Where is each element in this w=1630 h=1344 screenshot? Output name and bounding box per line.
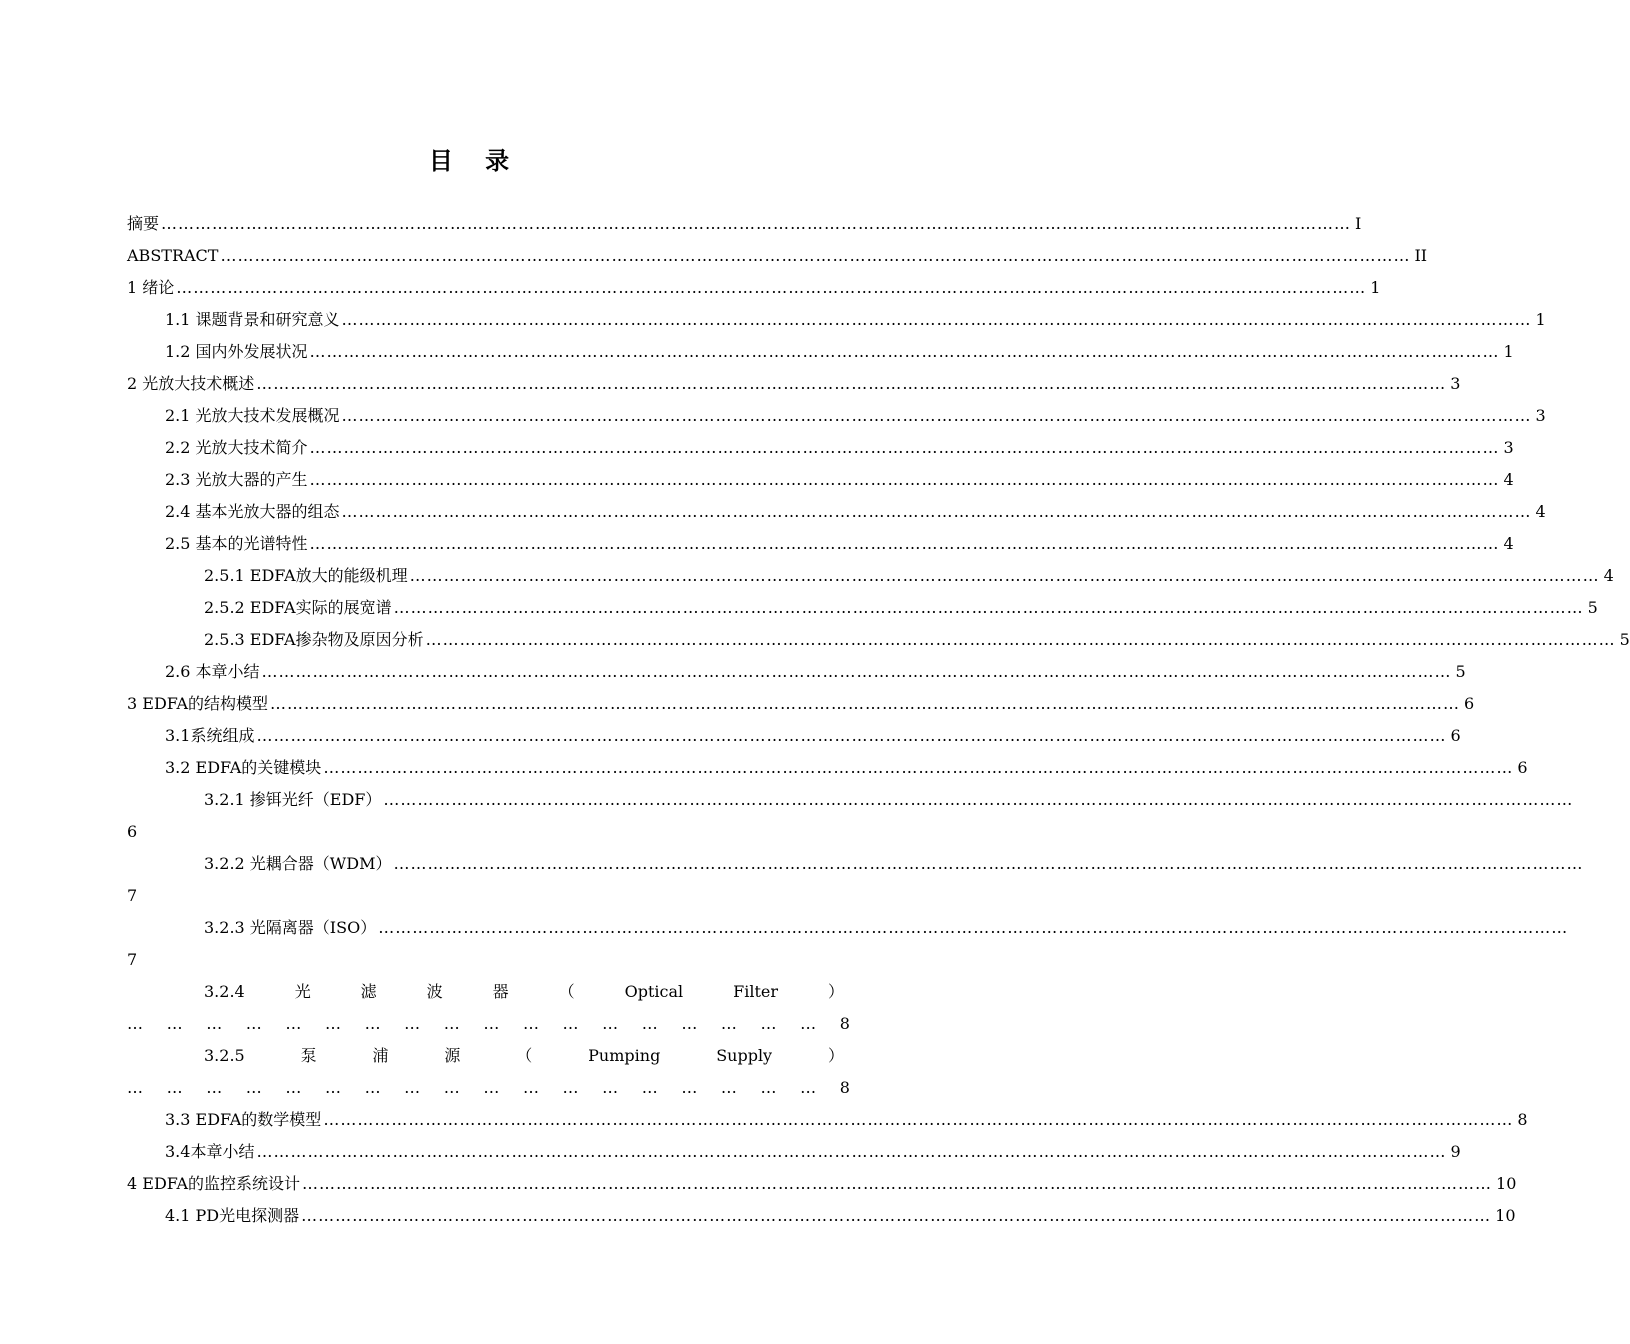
toc-entry-title: 2 光放大技术概述 [127,374,255,393]
toc-entry[interactable] [127,752,1528,784]
toc-entry[interactable] [127,1040,850,1072]
toc-leader-dots: … [245,1078,262,1097]
table-of-contents [127,208,1630,1232]
toc-leader-dots: … [641,1014,658,1033]
toc-leader-dots: ………………………………………………………………………………………………………………………………………………………………………………………… [256,1142,1447,1161]
toc-leader-dots: … [562,1014,579,1033]
toc-entry[interactable] [127,208,1362,240]
toc-leader-dots: … [443,1014,460,1033]
toc-leader-dots: … [522,1078,539,1097]
toc-entry-page: 6 [1517,758,1528,777]
toc-leader-dots: … [206,1078,223,1097]
toc-leader-dots: ………………………………………………………………………………………………………………………………………………………………………………………… [323,758,1514,777]
toc-entry-page: 5 [1587,598,1598,617]
toc-entry[interactable] [127,400,1546,432]
toc-leader-dots: … [483,1014,500,1033]
toc-leader-dots: … [602,1078,619,1097]
toc-entry-page: 8 [839,1014,850,1033]
toc-entry-title: 3.2.1 掺铒光纤（EDF） [204,790,382,809]
toc-leader-dots: ………………………………………………………………………………………………………………………………………………………………………………………… [309,342,1500,361]
toc-leader-dots: … [364,1078,381,1097]
toc-entry-page: 10 [1496,1174,1517,1193]
toc-leader-dots: … [681,1014,698,1033]
toc-leader-line [127,1008,850,1040]
toc-entry-word: 波 [426,982,443,1001]
toc-leader-dots: ………………………………………………………………………………………………………………………………………………………………………………………… [302,1174,1493,1193]
toc-leader-dots: … [245,1014,262,1033]
toc-entry-page: 5 [1619,630,1630,649]
toc-entry-page: 6 [1450,726,1461,745]
toc-leader-dots: ………………………………………………………………………………………………………………………………………………………………………………………… [409,566,1600,585]
toc-entry[interactable] [127,784,1574,816]
toc-leader-dots: … [443,1078,460,1097]
toc-entry-title: 3.3 EDFA的数学模型 [165,1110,322,1129]
toc-entry-word: ） [827,982,844,1001]
toc-entry-word: 滤 [360,982,377,1001]
toc-entry-page: 3 [1450,374,1461,393]
toc-entry-title: 摘要 [127,214,160,233]
toc-leader-dots: … [641,1078,658,1097]
toc-entry-title: 2.5.1 EDFA放大的能级机理 [204,566,408,585]
toc-leader-dots: ………………………………………………………………………………………………………………………………………………………………………………………… [341,406,1532,425]
toc-entry-title: ABSTRACT [127,246,219,265]
toc-entry-page: 1 [1370,278,1381,297]
toc-entry-page: 6 [127,822,138,841]
toc-entry-word: 光 [294,982,311,1001]
toc-leader-dots: ………………………………………………………………………………………………………………………………………………………………………………………… [309,470,1500,489]
toc-entry-page: 4 [1503,470,1514,489]
toc-leader-dots: ………………………………………………………………………………………………………………………………………………………………………………………… [176,278,1367,297]
toc-leader-dots: ………………………………………………………………………………………………………………………………………………………………………………………… [256,726,1447,745]
toc-leader-dots: … [404,1014,421,1033]
toc-entry-page: II [1414,246,1428,265]
toc-leader-dots: … [324,1078,341,1097]
toc-entry-word: 浦 [372,1046,389,1065]
toc-entry-title: 2.1 光放大技术发展概况 [165,406,340,425]
toc-entry[interactable] [127,560,1614,592]
toc-leader-dots: … [324,1014,341,1033]
toc-entry-page: 6 [1464,694,1475,713]
toc-entry-word: 器 [492,982,509,1001]
toc-leader-dots: … [720,1078,737,1097]
toc-leader-dots: ………………………………………………………………………………………………………………………………………………………………………………………… [309,438,1500,457]
toc-entry-word: 3.2.4 [204,982,245,1001]
toc-entry[interactable] [127,656,1466,688]
toc-entry[interactable] [127,592,1598,624]
toc-entry[interactable] [127,688,1475,720]
page-title: 目 录 [428,147,522,175]
toc-entry-page: 7 [127,950,138,969]
toc-leader-dots: … [720,1014,737,1033]
toc-entry[interactable] [127,240,1428,272]
toc-leader-dots: … [206,1014,223,1033]
toc-entry-word: 泵 [300,1046,317,1065]
toc-entry-word: Optical [624,982,684,1001]
toc-entry-title: 3.4本章小结 [165,1142,255,1161]
toc-leader-dots: … [760,1014,777,1033]
toc-entry-title: 2.5.2 EDFA实际的展宽谱 [204,598,392,617]
toc-entry[interactable] [127,1136,1461,1168]
toc-entry[interactable] [127,464,1514,496]
toc-leader-dots: … [166,1014,183,1033]
toc-entry-title: 3.2.2 光耦合器（WDM） [204,854,392,873]
toc-entry-title: 3.1系统组成 [165,726,255,745]
toc-entry[interactable] [127,336,1514,368]
toc-leader-dots: ………………………………………………………………………………………………………………………………………………………………………………………… [425,630,1616,649]
toc-entry-page: 5 [1455,662,1466,681]
toc-leader-dots: ………………………………………………………………………………………………………………………………………………………………………………………… [383,790,1574,809]
toc-leader-dots: ………………………………………………………………………………………………………………………………………………………………………………………… [301,1206,1492,1225]
toc-leader-dots: ………………………………………………………………………………………………………………………………………………………………………………………… [341,502,1532,521]
toc-entry-title: 4 EDFA的监控系统设计 [127,1174,301,1193]
toc-entry[interactable] [127,528,1514,560]
toc-entry[interactable] [127,272,1381,304]
toc-leader-dots: ………………………………………………………………………………………………………………………………………………………………………………………… [256,374,1447,393]
toc-entry-page: 7 [127,886,138,905]
toc-entry-title: 3.2.3 光隔离器（ISO） [204,918,377,937]
toc-entry[interactable] [127,368,1461,400]
toc-leader-dots: … [483,1078,500,1097]
toc-entry-title: 2.4 基本光放大器的组态 [165,502,340,521]
toc-entry-word: Pumping [588,1046,661,1065]
toc-entry-word: Filter [733,982,778,1001]
toc-entry-page: 10 [1495,1206,1516,1225]
toc-leader-dots: ………………………………………………………………………………………………………………………………………………………………………………………… [393,854,1584,873]
toc-leader-dots: … [364,1014,381,1033]
toc-leader-dots: ………………………………………………………………………………………………………………………………………………………………………………………… [220,246,1411,265]
toc-entry-page: 4 [1603,566,1614,585]
toc-leader-dots: … [127,1014,143,1033]
toc-entry-page: 8 [1517,1110,1528,1129]
toc-entry[interactable] [127,624,1630,656]
toc-leader-dots: … [681,1078,698,1097]
toc-entry-word: 源 [444,1046,461,1065]
toc-entry-title: 3 EDFA的结构模型 [127,694,269,713]
toc-leader-dots: … [285,1014,302,1033]
toc-leader-dots: … [522,1014,539,1033]
toc-entry[interactable] [127,720,1461,752]
toc-entry-page: 3 [1503,438,1514,457]
toc-leader-dots: ………………………………………………………………………………………………………………………………………………………………………………………… [341,310,1532,329]
toc-entry-page: 1 [1535,310,1546,329]
toc-leader-dots: ………………………………………………………………………………………………………………………………………………………………………………………… [309,534,1500,553]
toc-entry-page: 4 [1503,534,1514,553]
toc-entry[interactable] [127,1104,1528,1136]
toc-leader-dots: ………………………………………………………………………………………………………………………………………………………………………………………… [393,598,1584,617]
toc-leader-dots: ………………………………………………………………………………………………………………………………………………………………………………………… [161,214,1352,233]
toc-entry-title: 1.2 国内外发展状况 [165,342,308,361]
toc-leader-dots: … [760,1078,777,1097]
toc-leader-dots: … [404,1078,421,1097]
toc-entry[interactable] [127,1168,1517,1200]
toc-entry-page: 1 [1503,342,1514,361]
toc-leader-dots: … [562,1078,579,1097]
toc-entry[interactable] [127,1200,1516,1232]
toc-leader-dots: ………………………………………………………………………………………………………………………………………………………………………………………… [270,694,1461,713]
toc-entry[interactable] [127,496,1546,528]
toc-entry[interactable] [127,976,850,1008]
toc-leader-line [127,1072,850,1104]
toc-leader-dots: ………………………………………………………………………………………………………………………………………………………………………………………… [378,918,1569,937]
toc-leader-dots: … [602,1014,619,1033]
toc-entry-word: （ [558,982,575,1001]
toc-leader-dots: … [285,1078,302,1097]
toc-entry-title: 1 绪论 [127,278,175,297]
toc-entry-page: 4 [1535,502,1546,521]
toc-entry-page: I [1355,214,1362,233]
toc-entry-page: 8 [839,1078,850,1097]
toc-leader-dots: ………………………………………………………………………………………………………………………………………………………………………………………… [261,662,1452,681]
toc-entry-title: 2.2 光放大技术简介 [165,438,308,457]
toc-entry-title: 1.1 课题背景和研究意义 [165,310,340,329]
toc-entry-word: ） [827,1046,844,1065]
toc-leader-dots: … [127,1078,143,1097]
toc-entry-word: Supply [716,1046,773,1065]
toc-entry-title: 3.2 EDFA的关键模块 [165,758,322,777]
toc-entry-title: 2.5.3 EDFA掺杂物及原因分析 [204,630,424,649]
toc-leader-dots: … [166,1078,183,1097]
toc-entry[interactable] [127,912,1569,944]
toc-entry-page: 3 [1535,406,1546,425]
toc-entry-title: 2.6 本章小结 [165,662,260,681]
toc-entry-word: 3.2.5 [204,1046,245,1065]
toc-leader-dots: ………………………………………………………………………………………………………………………………………………………………………………………… [323,1110,1514,1129]
toc-entry-title: 2.5 基本的光谱特性 [165,534,308,553]
toc-entry-title: 2.3 光放大器的产生 [165,470,308,489]
toc-entry[interactable] [127,304,1546,336]
toc-entry-title: 4.1 PD光电探测器 [165,1206,300,1225]
toc-entry[interactable] [127,848,1584,880]
toc-leader-dots: … [800,1078,817,1097]
toc-entry[interactable] [127,432,1514,464]
toc-leader-dots: … [800,1014,817,1033]
toc-entry-page: 9 [1450,1142,1461,1161]
toc-entry-word: （ [516,1046,533,1065]
